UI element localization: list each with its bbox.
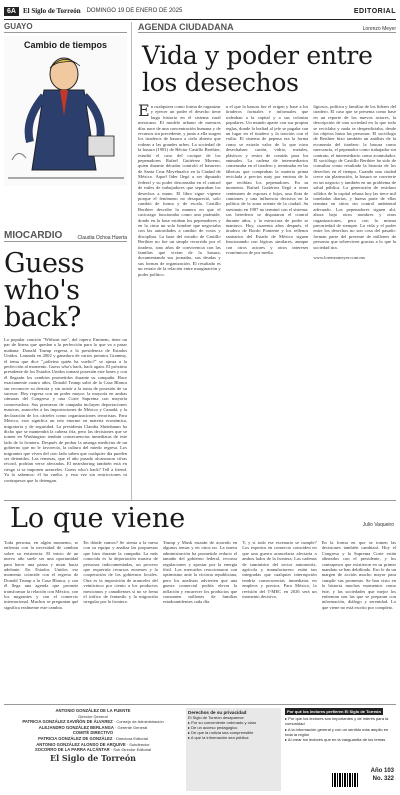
miocardio-byline: Claudia Ochoa Huerta bbox=[77, 235, 127, 241]
staff-role: Director General bbox=[78, 713, 108, 719]
loque-article-body bbox=[4, 540, 396, 700]
section-divider bbox=[4, 500, 396, 501]
rights-subtitle: El Siglo de Torreón desaparece bbox=[188, 715, 244, 720]
agenda-column-1 bbox=[138, 104, 221, 489]
agenda-kicker: AGENDA CIUDADANA bbox=[138, 22, 234, 32]
cartoon-title: Cambio de tiempos bbox=[23, 40, 107, 50]
staff-role: Subdirector bbox=[129, 741, 150, 747]
cartoon-kicker: GUAYO bbox=[4, 22, 127, 33]
loque-text-5b: Se han visto en la historia muchos momentos como éste, y las sociedades que mejor los enfrentan son las que se preparan con información, diálogo y serenidad. Lo que viene no está escrito por completo. bbox=[321, 577, 397, 610]
agenda-article-body bbox=[138, 104, 396, 489]
staff-role: Consejo de Administración bbox=[116, 719, 164, 725]
rights-item: ▸ De un acceso pedagógico bbox=[188, 725, 238, 730]
rights-item: ▸ Por su conveniente ordenado y claro bbox=[188, 720, 257, 725]
loque-column-3: Trump y Musk estarán de acuerdo en algunos temas y en otros no. La nueva administración ha prometido reducir el tamaño del gobierno federal, recortar regulaciones y apostar por la energía fósil. Los mercados reaccionaron con optimismo ante la victoria republicana, pero los analistas advierten que una guerra comercial podría elevar la inflación y encarecer los productos que consumen millones de familias estadounidenses cada día. bbox=[162, 540, 238, 605]
agenda-headline: Vida y poder entre los desechos bbox=[142, 41, 373, 97]
loque-column-2: En dónde vamos? Se sienta a la mesa con su equipo y analiza las propuestas que hizo durante la campaña. La más conocida es la deportación masiva de personas indocumentadas, un proceso que requeriría recursos enormes y la cooperación de los gobiernos locales. Otra es la imposición de aranceles del veinticinco por ciento a los productos mexicanos y canadienses si no se frena el tráfico de fentanilo y la migración irregular por la frontera. bbox=[83, 540, 158, 605]
agenda-email-link[interactable]: www.lorenzomeyer.com.mx bbox=[313, 255, 366, 261]
promo-item: ▸ Al crear los lectores que en la vanguardia de los temas bbox=[285, 737, 386, 743]
header-rule bbox=[4, 19, 396, 20]
loque-byline: Julio Vaqueiro bbox=[362, 522, 394, 528]
agenda-text-2: n el que la basura fue el origen y base a los tiraderos formales e informales que rodeaban a la capital y a sus colonias populares. Un mundo aparte con sus propias reglas, donde la lealtad al jefe se pagaba con un lugar en el tiradero y la traición con el exilio. El sistema de pepena era la forma como se extraía valor de lo que otros desechaban: cartón, vidrio, metales, plásticos y restos de comida para los animales. La cadena de intermediarios comenzaba en el tiradero y terminaba en las fábricas que compraban la materia prima reciclada a precios muy por encima de lo que recibían los pepenadores. En su momento, Rafael Gutiérrez llegó a tener centenares de esposas e hijos, una flota de camiones y una influencia decisiva en la política de la zona oriente de la ciudad. Su asesinato en 1987 no terminó con el sistema: sus herederos se disputaron el control durante años, y la estructura de poder se mantuvo. Hoy, cuarenta años después, el tiradero de Bordo Poniente y los rellenos sanitarios del Estado de México siguen funcionando con lógicas similares, aunque con otros actores y otros intereses económicos de por medio. bbox=[225, 104, 309, 255]
rights-item: ▸ A que la información sea pública bbox=[188, 735, 249, 740]
staff-name: ANTONIO GONZÁLEZ DE LA FUENTE bbox=[55, 708, 131, 713]
promo-item: ▸ Por que los lectores son importantes y de interés para la comunidad bbox=[285, 716, 389, 727]
staff-name: SOCORRO DE LA PARRA ALCÁNTAR bbox=[34, 747, 110, 753]
publication-date: DOMINGO 19 DE ENERO DE 2025 bbox=[86, 8, 183, 14]
staff-row: PATRICIA GONZÁLEZ SAVIÑÓN DE ÁLVAREZ · Consejo de Administración bbox=[22, 719, 164, 725]
staff-row: ANTONIO GONZÁLEZ ALONSO DE ARQUIVE · Subdirector bbox=[36, 741, 150, 747]
staff-role: Directora Editorial bbox=[116, 735, 148, 741]
year-label: Año 103 bbox=[370, 768, 394, 774]
loque-column-4: Y, y si todo ese escenario se cumple? Los expertos en comercio coinciden en que una guerra arancelaria afectaría a ambos lados de la frontera. Las cadenas de suministro del sector automotriz, agrícola y manufacturero están tan integradas que cualquier interrupción tendría consecuencias inmediatas en empleos y precios. Para México, la revisión del T-MEC en 2026 será un momento decisivo. bbox=[242, 540, 317, 600]
section-name: EDITORIAL bbox=[353, 7, 396, 15]
rights-item: ▸ De que la noticia sea comprensible bbox=[188, 730, 254, 735]
staff-role: Gerente General bbox=[117, 724, 148, 730]
agenda-text-1: n cualquiera como forma de organizar y ejercer un poder el desecho tiene larga historia en el sistema rural mexicano. El modelo urbano de nuestros días nace de una concentración humana y de recursos sin precedente, y junto a ella surgen los tiraderos de basura a cielo abierto que rodean a las grandes urbes. La sociedad de la basura (1981) de Héctor Castillo Berthier, estudió el caso del cacique de los pepenadores Rafael Gutiérrez Moreno, quien durante décadas controló el basurero de Santa Cruz Meyehualco en la Ciudad de México. Aquel líder llegó a ser diputado federal y su poder descansaba en el control de miles de trabajadores que separaban los desechos a mano. El libro sigue vigente porque el fenómeno no desapareció, solo cambió de forma y de escala. Castillo Berthier describe la manera en que el cacicazgo funcionaba como una pirámide, donde en la base estaban los pepenadores y en la cima un solo hombre que negociaba con las autoridades a cambio de votos y disciplina. La base del estudio de Castillo Berthier no fue un simple recorrido por el tiradero, sino años de convivencia con las familias que vivían de la basura, documentando sus jornadas, sus deudas y sus formas de organización. El resultado es un retrato de la relación entre marginación y poder político. bbox=[138, 104, 221, 277]
rights-box bbox=[186, 708, 281, 791]
loque-headline: Lo que viene bbox=[10, 503, 186, 534]
newspaper-name: El Siglo de Torreón bbox=[22, 7, 81, 15]
loque-column-5 bbox=[322, 540, 396, 700]
agenda-column-3 bbox=[313, 104, 396, 489]
rights-title: Derechos de su privacidad bbox=[188, 710, 247, 715]
staff-heading: COMITÉ DIRECTIVO bbox=[72, 730, 114, 736]
miocardio-header bbox=[4, 230, 127, 242]
edition-info bbox=[371, 767, 394, 783]
staff-row: SOCORRO DE LA PARRA ALCÁNTAR · Sub Director Editorial bbox=[34, 747, 152, 753]
staff-row: ALEJANDRO GONZÁLEZ BERLANGA · Gerente General bbox=[38, 724, 148, 730]
loque-column-1: Toda persona, en algún momento, se enfrenta con la necesidad de cambiar sobre su existencia. El inicio de un nuevo año suele ser una oportunidad para hacer una pausa y mirar hacia adelante. En Estados Unidos ese momento coincide con el regreso de Donald Trump a la Casa Blanca, y con él llega una agenda que promete transformar la relación con México, con los migrantes y con el comercio internacional. Muchos se preguntan qué significa realmente este cambio. bbox=[4, 540, 79, 610]
barcode-icon bbox=[332, 773, 358, 787]
miocardio-headline: Guess who's back? bbox=[4, 248, 85, 333]
page-number: 6A bbox=[4, 7, 19, 16]
newspaper-logo: El Siglo de Torreón bbox=[49, 752, 136, 763]
editorial-cartoon bbox=[4, 36, 127, 186]
staff-row bbox=[4, 708, 182, 719]
miocardio-kicker: MIOCARDIO bbox=[4, 230, 63, 241]
agenda-byline: Lorenzo Meyer bbox=[362, 26, 396, 32]
loque-text-5a: En la forma en que se tomen las decisiones también cambiará. Hoy el Congreso y la Suprema Corte están alineados con el presidente, y los contrapesos que existieron en su primer mandato se han debilitado. Eso le da un margen de acción mucho mayor para cumplir sus promesas. bbox=[321, 540, 397, 583]
promo-item: ▸ A la información general y con un sentido más amplio en toda la región bbox=[285, 726, 389, 737]
agenda-header bbox=[138, 22, 396, 33]
agenda-column-2 bbox=[226, 104, 309, 489]
agenda-text-3: ligiosos, política y familiar de los líderes del tiradero. El caso que se presenta como base en un reporte de los nuevos actores, la descripción de una sociedad en la que todo se reciclaba y nada se desperdiciaba, desde los objetos hasta las personas. El sociólogo de Berthier hizo también un análisis de la economía del tiradero: la basura como mercancía, el pepenador como trabajador sin contrato, el intermediario como acumulador. El sociólogo de Castillo Berthier ha sido de consultar como resultado la historia de los desechos en el tiempo. Cuando una ciudad crece sin planeación, la basura se convierte en un negocio y también en un problema de salud pública. La generación de residuos sólidos de la capital rebasa hoy las trece mil toneladas diarias, y buena parte de ellas termina en sitios sin control ambiental adecuado. Los pepenadores siguen ahí, ahora bajo otros nombres y otras organizaciones, pero con la misma precariedad de siempre. La vida y el poder entre los desechos no son cosa del pasado: forman parte del presente de millones de personas que sobreviven gracias a lo que la sociedad tira. bbox=[313, 104, 397, 250]
staff-box bbox=[4, 708, 182, 791]
footer bbox=[4, 704, 396, 791]
cartoon-drawing-icon bbox=[4, 50, 128, 184]
promo-title: Por qué los lectores prefieren El Siglo de Torreón bbox=[287, 709, 381, 714]
dropcap: E bbox=[138, 104, 150, 120]
staff-name: ALEJANDRO GONZÁLEZ BERLANGA bbox=[38, 724, 114, 730]
staff-name: ANTONIO GONZÁLEZ ALONSO DE ARQUIVE bbox=[36, 741, 126, 747]
left-column bbox=[4, 22, 132, 500]
promo-box bbox=[285, 708, 396, 791]
staff-row: PATRICIA GONZÁLEZ DE GONZÁLEZ · Directora Editorial bbox=[38, 735, 148, 741]
issue-number: No. 322 bbox=[372, 776, 394, 782]
miocardio-body: La popular canción "Without me", del rapero Eminem, tiene un par de líneas que quedan a la perfección para lo que va a pasar mañana: Donald Trump regresa a la presidencia de Estados Unidos. Lanzada en 2002 y ganadora de varios premios Grammy, el tema que dice "¿adivina quién ha vuelto?" se ajusta a la perfección al momento. Guess who's back, back again. El próximo presidente de los Estados Unidos tomará posesión este lunes y con él llegarán los cambios prometidos durante su campaña. Hace exactamente cuatro años, Donald Trump salió de la Casa Blanca sin reconocer su derrota y sin asistir a la toma de posesión de su sucesor. Hoy regresa con un poder mayor: la mayoría en ambas cámaras del Congreso y una Corte Suprema con mayoría conservadora. Sus promesas de campaña incluyen deportaciones masivas, aranceles a las importaciones de México y Canadá, y la declaración de los cárteles como organizaciones terroristas. Para México, esto significa un reto enorme en materia económica, migratoria y de seguridad. La presidenta Claudia Sheinbaum ha dicho que se mantendrá la cabeza fría, pero las decisiones que se tomen en Washington tendrán consecuencias inmediatas de este lado de la frontera. Después de probar la amarga medicina de un gobierno que no le favorecía, la cultura del miedo regresa. Los migrantes que viven del otro lado saben que cualquier día pueden ser detenidos. Las remesas, que el año pasado alcanzaron cifras récord, podrían verse afectadas. El nearshoring también está en riesgo si se imponen aranceles. Guess who's back? Tell a friend. Ya lo sabemos: él ha vuelto, y esta vez sin restricciones ni contrapesos que lo detengan. bbox=[4, 337, 127, 483]
staff-role: Sub Director Editorial bbox=[113, 747, 152, 753]
page-header bbox=[4, 4, 396, 18]
staff-name: PATRICIA GONZÁLEZ DE GONZÁLEZ bbox=[38, 735, 113, 741]
staff-name: PATRICIA GONZÁLEZ SAVIÑÓN DE ÁLVAREZ bbox=[22, 719, 113, 725]
